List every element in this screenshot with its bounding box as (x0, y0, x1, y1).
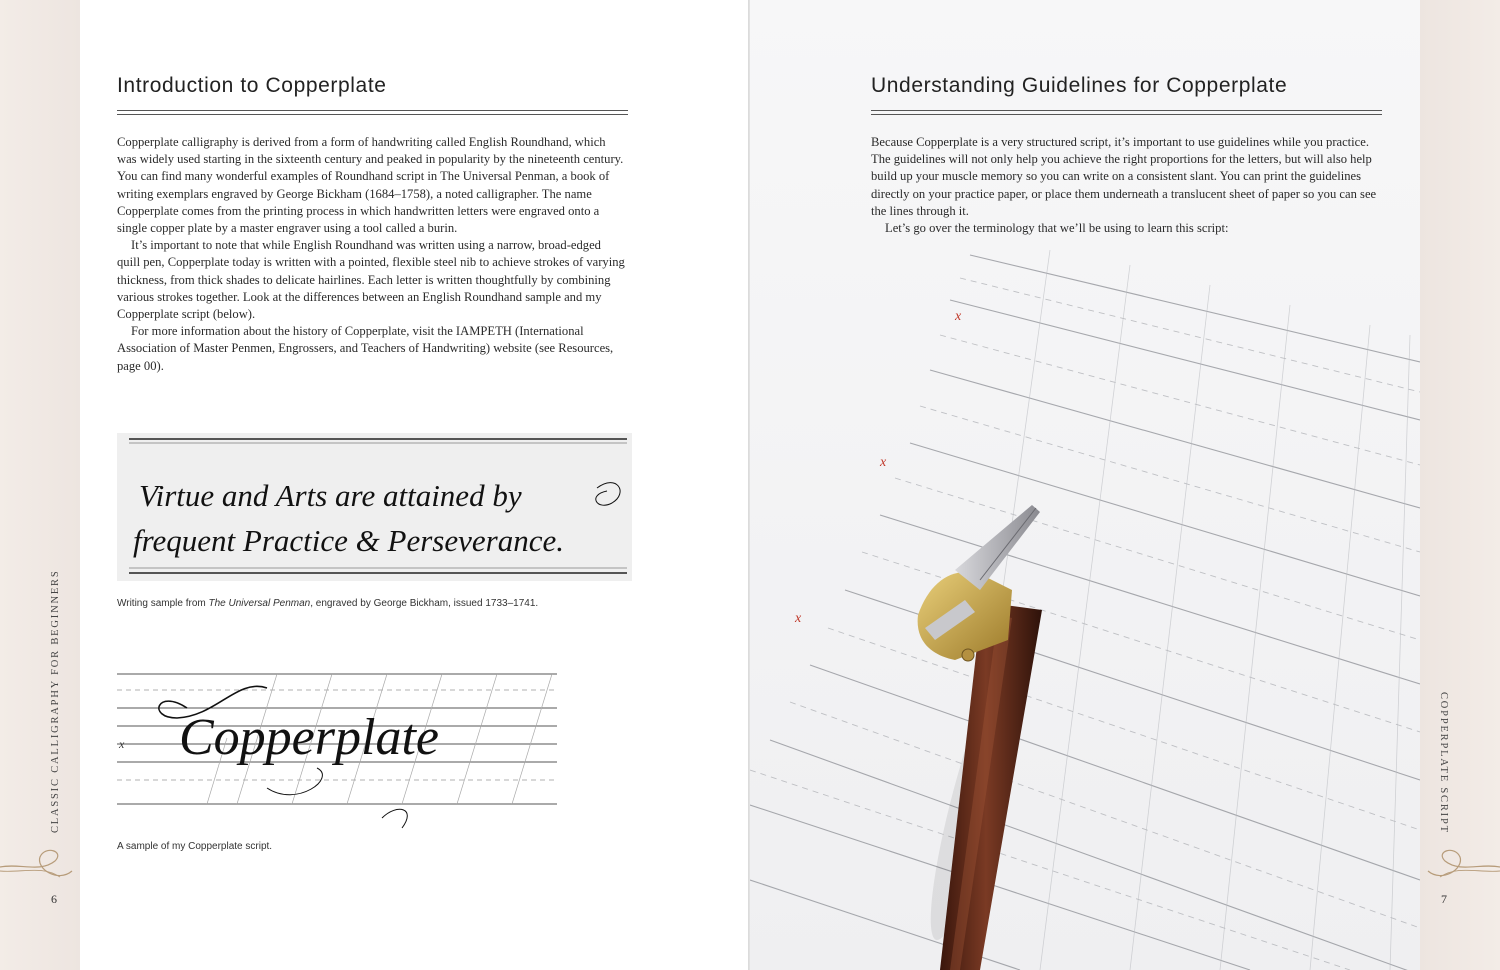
photo-x-mark: x (955, 309, 962, 324)
right-page-number: 7 (1441, 892, 1447, 906)
title-rule (117, 110, 628, 115)
bickham-sample-image (117, 433, 632, 581)
left-body-text (117, 134, 625, 375)
left-outer-margin (0, 0, 80, 970)
right-page (750, 0, 1420, 970)
left-flourish-icon (0, 843, 75, 893)
copperplate-sample-svg (117, 668, 562, 838)
paragraph: It’s important to note that while English Roundhand was written using a narrow, broad-edged quill pen, Copperplate today is written with a pointed, flexible steel nib to achieve strokes of varying thickness, from thick shades to delicate hairlines. Each letter is written thoughtfully by combining various strokes together. Look at the differences between an English Roundhand sample and my Copperplate script (below). (117, 238, 625, 322)
caption-bickham: Writing sample from The Universal Penman, engraved by George Bickham, issued 1733–1741. (117, 598, 539, 609)
copperplate-sample-image (117, 668, 562, 838)
sample1-line1: Virtue and Arts are attained by (139, 478, 522, 513)
right-running-head: COPPERPLATE SCRIPT (1438, 692, 1449, 834)
left-page (80, 0, 750, 970)
paragraph: Let’s go over the terminology that we’ll be using to learn this script: (885, 221, 1229, 236)
photo-x-mark: x (880, 455, 887, 470)
left-page-number: 6 (51, 892, 57, 906)
sample1-line2: frequent Practice & Perseverance. (133, 523, 564, 558)
right-outer-margin (1420, 0, 1500, 970)
paragraph: For more information about the history of Copperplate, visit the IAMPETH (International Association of Master Penmen, Engrossers, and Teachers of Handwriting) website (see Resources, page 00). (117, 324, 614, 373)
photo-x-mark: x (795, 611, 802, 626)
left-running-head: CLASSIC CALLIGRAPHY FOR BEGINNERS (50, 569, 61, 833)
right-body-text (871, 134, 1381, 237)
bickham-sample-svg (117, 433, 632, 581)
right-page-title: Understanding Guidelines for Copperplate (871, 74, 1288, 97)
right-flourish-icon (1425, 843, 1500, 893)
copperplate-word: Copperplate (179, 709, 439, 766)
paragraph: Because Copperplate is a very structured script, it’s important to use guidelines while you practice. The guidelines will not only help you achieve the right proportions for the letters, but will also help build up your muscle memory so you can write on a consistent slant. You can print the guidelines directly on your practice paper, or place them underneath a translucent sheet of paper so you can see the lines through it. (871, 135, 1377, 218)
title-rule (871, 110, 1382, 115)
paragraph: Copperplate calligraphy is derived from a form of handwriting called English Roundhand, which was widely used starting in the sixteenth century and peaked in popularity by the nineteenth century. You can find many wonderful examples of Roundhand script in The Universal Penman, a book of writing exemplars engraved by George Bickham (1684–1758), a noted calligrapher. The name Copperplate comes from the printing process in which handwritten letters were engraved onto a single copper plate by a master engraver using a tool called a burin. (117, 135, 624, 236)
left-page-title: Introduction to Copperplate (117, 74, 387, 97)
guideline-x-mark: x (119, 737, 125, 751)
caption-copperplate: A sample of my Copperplate script. (117, 841, 273, 852)
